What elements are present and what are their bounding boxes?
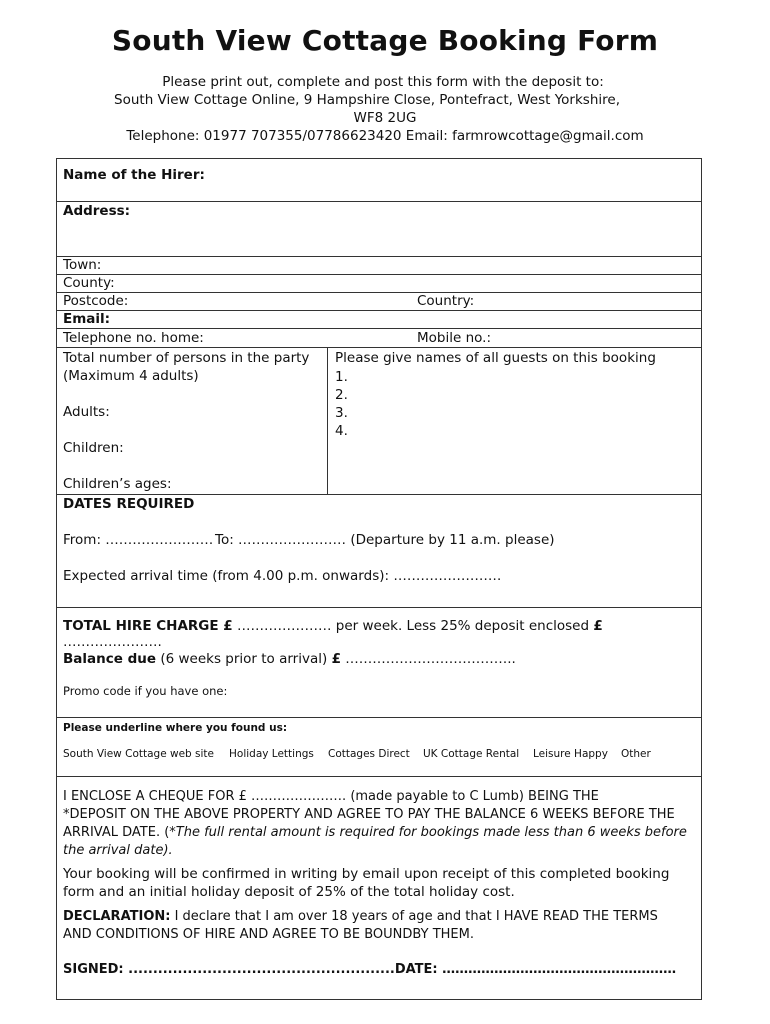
charges-row <box>57 608 701 718</box>
address-row[interactable] <box>57 202 701 257</box>
header-instructions: Please print out, complete and post this form with the deposit to: <box>162 74 604 90</box>
date-label: DATE: <box>394 962 438 977</box>
guest-2[interactable]: 2. <box>335 387 348 403</box>
children-label[interactable]: Children: <box>63 440 124 456</box>
booking-form <box>56 158 702 1000</box>
column-divider <box>327 348 328 494</box>
signature-line[interactable] <box>63 961 693 979</box>
from-field[interactable]: From: …………………… <box>63 532 214 548</box>
found-us-row <box>57 718 701 777</box>
source-web-site[interactable]: South View Cottage web site <box>63 748 215 760</box>
guests-label: Please give names of all guests on this booking <box>335 350 656 366</box>
dates-required-label: DATES REQUIRED <box>63 496 195 512</box>
arrival-time-field[interactable]: Expected arrival time (from 4.00 p.m. onwards): …………………… <box>63 568 502 584</box>
header-contact: Telephone: 01977 707355/07786623420 Email: farmrowcottage@gmail.com <box>126 128 644 144</box>
confirmation-note: Your booking will be confirmed in writing by email upon receipt of this completed booking form and an initial holiday deposit of 25% of the total holiday cost. <box>63 866 670 900</box>
adults-label[interactable]: Adults: <box>63 404 110 420</box>
header-postcode: WF8 2UG <box>353 110 417 126</box>
header-address: South View Cottage Online, 9 Hampshire Close, Pontefract, West Yorkshire, <box>114 92 620 108</box>
county-label: County: <box>63 275 115 291</box>
postcode-label: Postcode: <box>63 293 129 309</box>
county-row[interactable] <box>57 275 701 293</box>
country-label: Country: <box>417 293 475 309</box>
form-title: South View Cottage Booking Form <box>111 24 659 57</box>
postcode-row[interactable] <box>57 293 701 311</box>
signed-dots[interactable]: ...................................................... <box>128 962 395 977</box>
mobile-label: Mobile no.: <box>417 330 491 346</box>
source-uk-cottage-rental[interactable]: UK Cottage Rental <box>423 748 520 760</box>
balance-due[interactable]: Balance due (6 weeks prior to arrival) £ ……………………………….. <box>63 651 516 667</box>
town-row[interactable] <box>57 257 701 275</box>
dates-row <box>57 495 701 608</box>
children-ages-label[interactable]: Children’s ages: <box>63 476 172 492</box>
persons-label: Total number of persons in the party <box>63 350 310 366</box>
found-us-label: Please underline where you found us: <box>63 722 288 734</box>
email-label: Email: <box>63 311 111 327</box>
source-leisure-happy[interactable]: Leisure Happy <box>533 748 608 760</box>
source-cottages-direct[interactable]: Cottages Direct <box>328 748 410 760</box>
total-hire-charge[interactable]: TOTAL HIRE CHARGE £ ………………… per week. Less 25% deposit enclosed £ …………………. <box>63 618 603 650</box>
max-adults-note: (Maximum 4 adults) <box>63 368 199 384</box>
to-field[interactable]: To: …………………… (Departure by 11 a.m. please) <box>215 532 555 548</box>
cheque-statement: I ENCLOSE A CHEQUE FOR £ …………………. (made payable to C Lumb) BEING THE *DEPOSIT ON THE ABOVE PROPERTY AND AGREE TO PAY THE BALANCE 6 WEEKS BEFORE THE ARRIVAL DATE. (*The full rental amount is required for bookings made less than 6 weeks before the arrival date). <box>63 789 687 858</box>
guest-3[interactable]: 3. <box>335 405 348 421</box>
telephone-row[interactable] <box>57 329 701 348</box>
name-label: Name of the Hirer: <box>63 167 205 183</box>
email-row[interactable] <box>57 311 701 329</box>
date-dots[interactable]: ……………………………………………… <box>437 962 677 977</box>
town-label: Town: <box>63 257 102 273</box>
guest-1[interactable]: 1. <box>335 369 348 385</box>
signed-label: SIGNED: <box>63 962 129 977</box>
telephone-label: Telephone no. home: <box>63 330 204 346</box>
declaration: DECLARATION: I declare that I am over 18 years of age and that I HAVE READ THE TERMS AND CONDITIONS OF HIRE AND AGREE TO BE BOUNDBY THEM. <box>63 909 658 942</box>
address-label: Address: <box>63 203 131 219</box>
guest-4[interactable]: 4. <box>335 423 348 439</box>
promo-code-field[interactable]: Promo code if you have one: <box>63 684 228 698</box>
name-row[interactable] <box>57 159 701 202</box>
source-other[interactable]: Other <box>621 748 651 760</box>
declaration-section <box>57 777 701 999</box>
source-holiday-lettings[interactable]: Holiday Lettings <box>229 748 314 760</box>
party-row <box>57 348 701 494</box>
